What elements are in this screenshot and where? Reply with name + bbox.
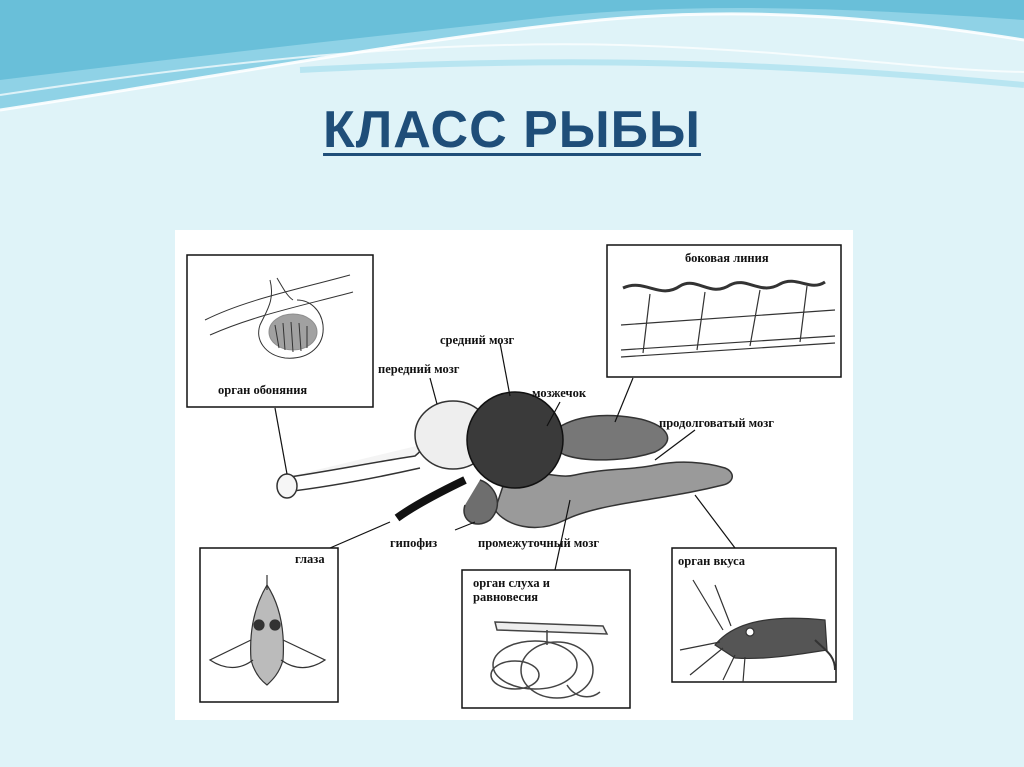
label-hearing-organ-line2: равновесия — [473, 590, 539, 604]
fish-brain-diagram — [175, 230, 853, 720]
label-forebrain: передний мозг — [378, 362, 460, 376]
label-olfactory-organ: орган обоняния — [218, 383, 308, 397]
label-diencephalon: промежуточный мозг — [478, 536, 600, 550]
label-eyes: глаза — [295, 552, 325, 566]
label-lateral-line: боковая линия — [685, 251, 769, 265]
brain-drawing — [277, 392, 732, 527]
fish-brain-drawing — [175, 230, 853, 720]
label-hearing-organ-line1: орган слуха и — [473, 576, 550, 590]
label-cerebellum: мозжечок — [532, 386, 587, 400]
slide-title: КЛАСС РЫБЫ — [323, 101, 701, 159]
label-midbrain: средний мозг — [440, 333, 515, 347]
slide-title-wrapper — [0, 100, 1024, 160]
taste-inset-frame — [672, 548, 836, 682]
label-pituitary: гипофиз — [390, 536, 438, 550]
label-taste-organ: орган вкуса — [678, 554, 746, 568]
label-medulla: продолговатый мозг — [659, 416, 774, 430]
